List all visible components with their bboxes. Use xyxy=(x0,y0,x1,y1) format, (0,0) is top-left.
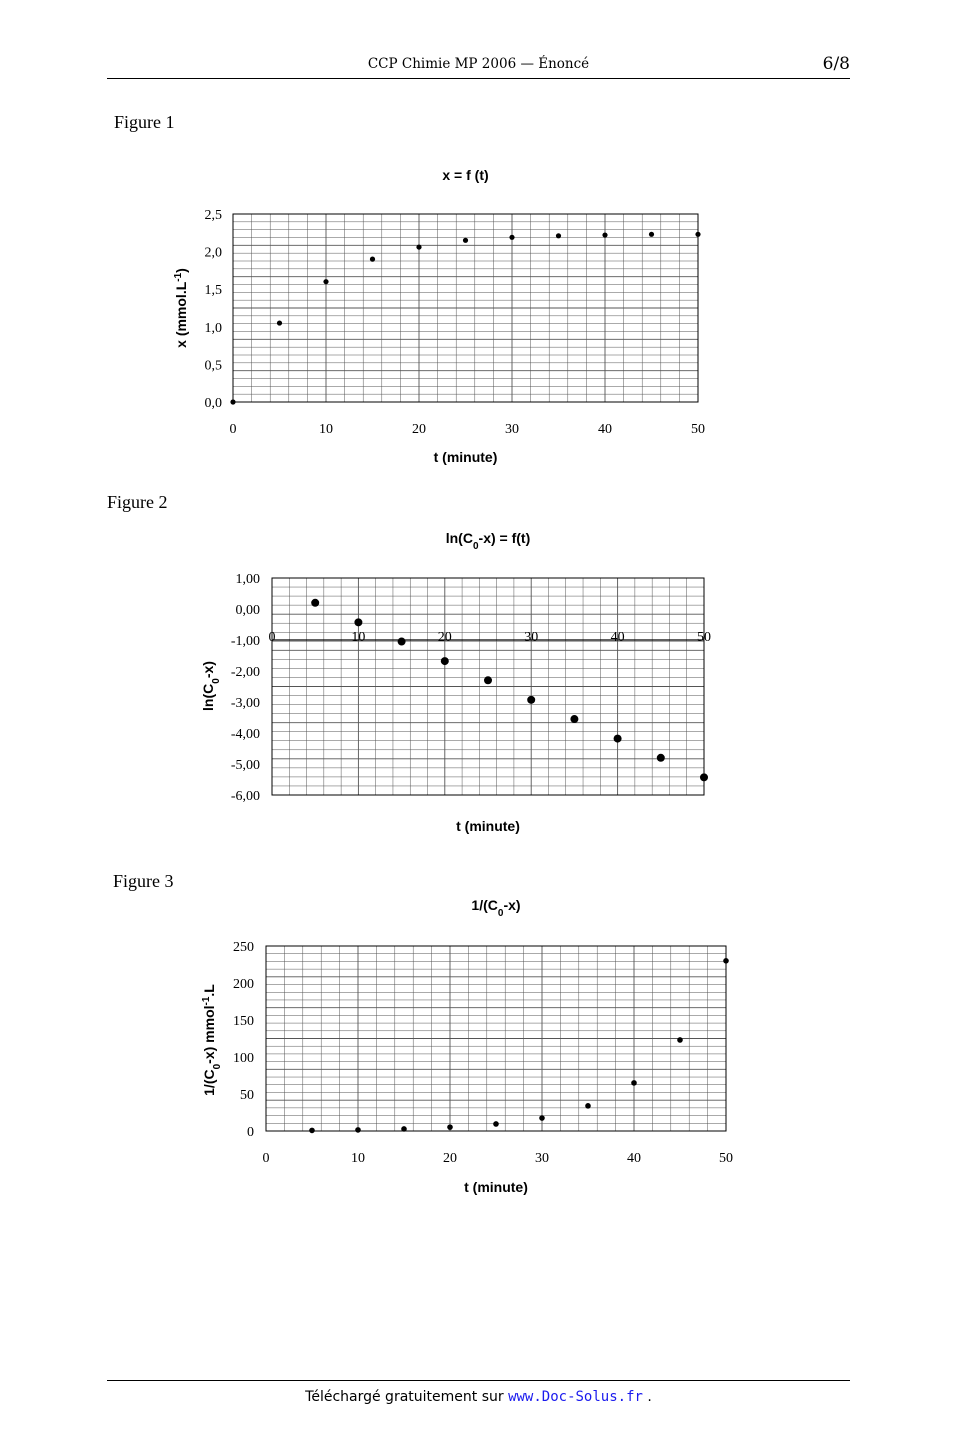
y-tick-label: -4,00 xyxy=(230,727,260,742)
figure-2-label: Figure 2 xyxy=(107,492,168,512)
x-tick-label: 30 xyxy=(524,630,539,645)
data-point xyxy=(631,1080,637,1086)
chart-2 xyxy=(200,530,711,834)
y-tick-label: 200 xyxy=(233,977,254,992)
data-point xyxy=(277,320,282,325)
x-tick-label: 20 xyxy=(443,1151,457,1166)
x-tick-label: 40 xyxy=(627,1151,641,1166)
y-axis-label: x $(mmol.L^{-1})$ xyxy=(172,268,189,348)
data-point xyxy=(354,618,362,626)
data-point xyxy=(309,1128,315,1134)
data-point xyxy=(323,279,328,284)
y-tick-label: 1,0 xyxy=(204,320,222,336)
figure-1-label: Figure 1 xyxy=(114,112,175,132)
data-point xyxy=(700,773,708,781)
y-tick-label: 2,0 xyxy=(204,245,222,261)
y-tick-label: 1,5 xyxy=(204,283,222,299)
data-point xyxy=(695,232,700,237)
y-tick-label: -2,00 xyxy=(230,665,260,680)
chart-3 xyxy=(201,897,734,1195)
x-tick-label: 50 xyxy=(719,1151,733,1166)
y-tick-label: 0 xyxy=(247,1125,254,1140)
data-point xyxy=(585,1103,591,1109)
data-point xyxy=(556,233,561,238)
chart-title: $1/(C_0-x)$ xyxy=(471,897,521,919)
y-tick-label: 100 xyxy=(233,1051,254,1066)
data-point xyxy=(463,238,468,243)
figure-3-label: Figure 3 xyxy=(113,871,174,891)
data-point xyxy=(398,638,406,646)
data-point xyxy=(484,676,492,684)
data-point xyxy=(441,657,449,665)
data-point xyxy=(509,235,514,240)
page-footer xyxy=(107,1380,850,1405)
x-tick-label: 50 xyxy=(691,422,705,437)
data-point xyxy=(677,1037,683,1043)
data-point xyxy=(370,257,375,262)
x-tick-label: 40 xyxy=(610,630,625,645)
y-tick-label: 0,0 xyxy=(204,396,222,411)
footer-text: Téléchargé gratuitement sur xyxy=(305,1389,509,1405)
data-point xyxy=(311,599,319,607)
x-tick-label: 50 xyxy=(697,630,711,645)
x-tick-label: 20 xyxy=(412,422,426,437)
chart-1 xyxy=(173,167,706,465)
data-point xyxy=(493,1121,499,1127)
x-tick-label: 10 xyxy=(351,630,366,645)
y-tick-label: 250 xyxy=(233,940,254,955)
data-point xyxy=(614,735,622,743)
x-tick-label: 0 xyxy=(229,422,237,437)
data-point xyxy=(649,232,654,237)
x-tick-label: 10 xyxy=(319,422,333,437)
data-point xyxy=(355,1127,361,1133)
data-point xyxy=(657,754,665,762)
x-tick-label: 10 xyxy=(351,1151,365,1166)
y-tick-label: 150 xyxy=(233,1014,254,1029)
x-tick-label: 20 xyxy=(437,630,452,645)
y-axis-label: $\ln(C_0-x)$ xyxy=(200,661,222,711)
y-tick-label: 0,00 xyxy=(235,603,260,618)
data-point xyxy=(527,696,535,704)
data-point xyxy=(401,1126,407,1132)
footer-end: . xyxy=(642,1389,652,1405)
data-point xyxy=(723,958,729,964)
x-tick-label: 40 xyxy=(598,422,612,437)
y-tick-label: 0,5 xyxy=(204,358,222,374)
y-tick-label: -3,00 xyxy=(230,696,260,711)
data-point xyxy=(539,1115,545,1121)
x-axis-label: t (minute) xyxy=(433,449,498,465)
x-tick-label: 30 xyxy=(505,422,519,437)
data-point xyxy=(570,715,578,723)
footer-link[interactable]: www.Doc-Solus.fr xyxy=(508,1389,643,1405)
data-point xyxy=(602,232,607,237)
data-point xyxy=(416,244,421,249)
y-tick-label: 2,5 xyxy=(204,208,222,223)
y-tick-label: -1,00 xyxy=(230,634,260,649)
page-number: 6/8 xyxy=(822,54,850,74)
y-axis-label: $1/(C_0-x)$ mmol$^{-1}$.L xyxy=(200,984,223,1096)
y-tick-label: -6,00 xyxy=(230,789,260,804)
x-tick-label: 0 xyxy=(268,630,276,645)
chart-title: x = f (t) xyxy=(442,167,489,183)
x-axis-label: t (minute) xyxy=(456,818,520,834)
x-tick-label: 30 xyxy=(535,1151,549,1166)
y-tick-label: -5,00 xyxy=(230,758,260,773)
data-point xyxy=(447,1124,453,1130)
data-point xyxy=(230,399,235,404)
y-tick-label: 1,00 xyxy=(235,572,260,587)
y-tick-label: 50 xyxy=(240,1088,254,1103)
chart-title: $\ln(C_0-x) = f(t)$ xyxy=(445,530,531,552)
x-axis-label: t (minute) xyxy=(464,1179,528,1195)
x-tick-label: 0 xyxy=(262,1151,270,1166)
header-title: CCP Chimie MP 2006 — Énoncé xyxy=(367,56,590,72)
